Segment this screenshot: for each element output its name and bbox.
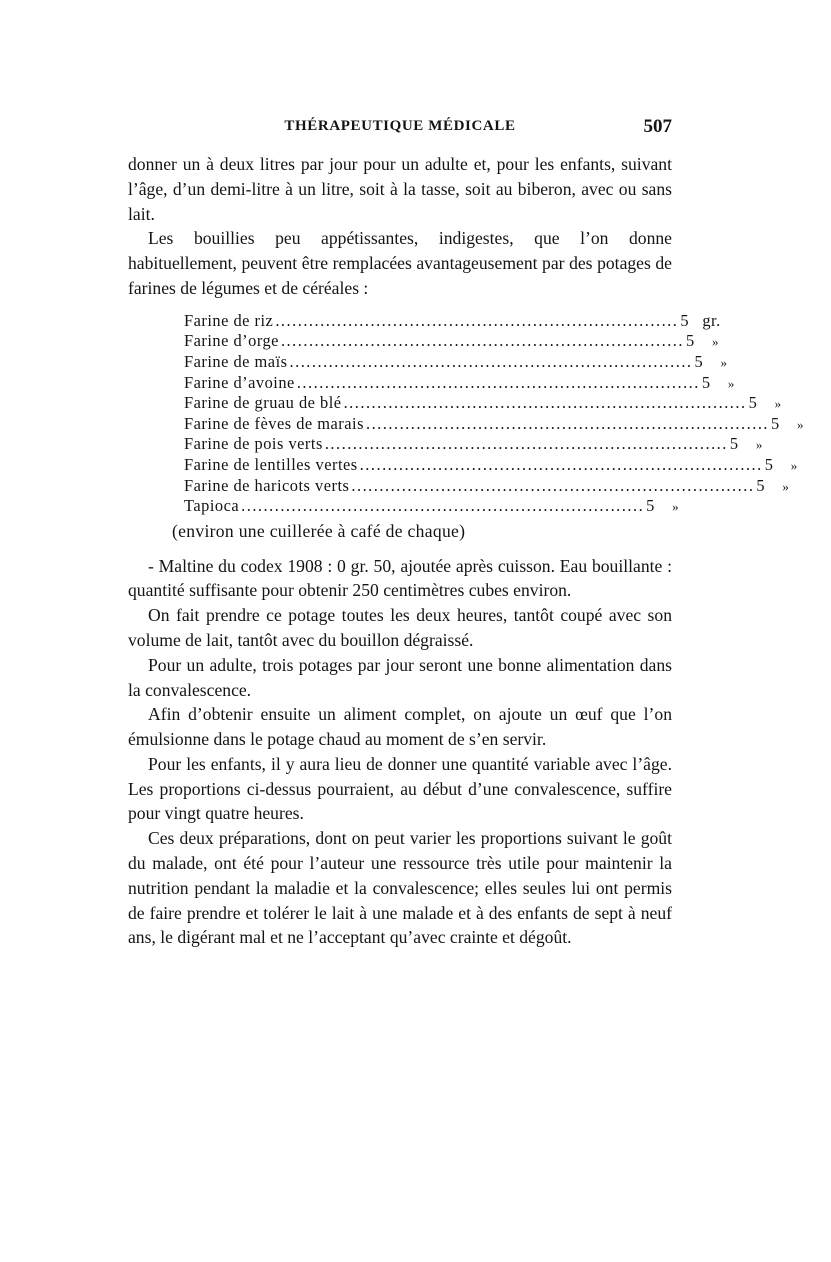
recipe-item — [184, 453, 798, 474]
leader-dots: ........................................................................ — [324, 434, 728, 454]
leader-dots: ........................................................................ — [241, 496, 645, 516]
recipe-item-quantity: 5 gr. — [680, 310, 721, 330]
recipe-item-name: Farine de gruau de blé — [184, 393, 342, 413]
recipe-item — [184, 432, 763, 454]
leader-dots: ........................................................................ — [343, 393, 747, 413]
paragraph: donner un à deux litres par jour pour un adulte et, pour les enfants, suivant l’âge, d’un demi-litre à un litre, soit à la tasse, soit au biberon, avec ou sans lait. — [128, 154, 672, 224]
recipe-item-name: Farine de fèves de marais — [184, 413, 364, 433]
recipe-item — [184, 474, 790, 495]
paragraph: Pour un adulte, trois potages par jour seront une bonne alimentation dans la convalescence. — [128, 654, 672, 700]
recipe-note: (environ une cuillerée à café de chaque) — [172, 520, 466, 541]
recipe-item-name: Farine d’avoine — [184, 372, 295, 392]
recipe-item-name: Tapioca — [184, 496, 240, 516]
paragraph: On fait prendre ce potage toutes les deux heures, tantôt coupé avec son volume de lait, tantôt avec du bouillon dégraissé. — [128, 605, 672, 650]
recipe-item-quantity: 5 » — [764, 454, 798, 474]
paragraph: Les bouillies peu appétissantes, indigestes, que l’on donne habituellement, peuvent être remplacées avantageusement par des potages de farines de légumes et de céréales : — [128, 228, 672, 298]
recipe-item-name: Farine de riz — [184, 310, 274, 330]
leader-dots: ........................................................................ — [296, 372, 700, 392]
running-title: THÉRAPEUTIQUE MÉDICALE — [284, 118, 516, 134]
leader-dots: ........................................................................ — [275, 310, 679, 330]
paragraph: Pour les enfants, il y aura lieu de donner une quantité variable avec l’âge. Les proportions ci-dessus pourraient, au début d’une convalescence, suffire pour vingt quatre heures. — [128, 753, 672, 824]
recipe-item — [184, 371, 735, 392]
recipe-list — [184, 309, 805, 516]
recipe-item — [184, 329, 719, 351]
recipe-item-quantity: 5 » — [685, 331, 719, 351]
page-number: 507 — [643, 116, 672, 137]
body-text — [128, 152, 805, 950]
paragraph: - Maltine du codex 1908 : 0 gr. 50, ajoutée après cuisson. Eau bouillante : quantité suffisante pour obtenir 250 centimètres cubes environ. — [128, 555, 672, 601]
running-head — [128, 116, 672, 140]
recipe-item-name: Farine de maïs — [184, 351, 288, 371]
recipe-item-quantity: 5 » — [748, 393, 782, 413]
recipe-item-quantity: 5 » — [694, 351, 728, 371]
leader-dots: ........................................................................ — [351, 475, 755, 495]
recipe-item — [184, 391, 782, 413]
paragraph: Afin d’obtenir ensuite un aliment complet, on ajoute un œuf que l’on émulsionne dans le potage chaud au moment de s’en servir. — [128, 704, 672, 750]
recipe-item — [184, 350, 728, 371]
leader-dots: ........................................................................ — [359, 454, 763, 474]
leader-dots: ........................................................................ — [289, 351, 693, 371]
paragraph: Ces deux préparations, dont on peut varier les proportions suivant le goût du malade, ont été pour l’auteur une ressource très utile pour maintenir la nutrition pendant la maladie et la convalescence; elles seules lui ont permis de faire prendre et tolérer le lait à une malade et à des enfants de sept à neuf ans, le digérant mal et ne l’acceptant qu’avec crainte et dégoût. — [128, 828, 672, 948]
recipe-item — [184, 494, 680, 516]
recipe-item-name: Farine de pois verts — [184, 434, 323, 454]
recipe-item-name: Farine de lentilles vertes — [184, 454, 358, 474]
recipe-item-name: Farine d’orge — [184, 331, 279, 351]
leader-dots: ........................................................................ — [280, 331, 684, 351]
recipe-item — [184, 412, 805, 433]
recipe-item — [184, 309, 721, 330]
recipe-item-quantity: 5 » — [646, 496, 680, 516]
recipe-item-quantity: 5 » — [756, 475, 790, 495]
recipe-item-quantity: 5 » — [729, 434, 763, 454]
recipe-item-name: Farine de haricots verts — [184, 475, 350, 495]
leader-dots: ........................................................................ — [365, 413, 770, 433]
recipe-item-quantity: 5 » — [701, 372, 735, 392]
recipe-item-quantity: 5 » — [771, 413, 805, 433]
